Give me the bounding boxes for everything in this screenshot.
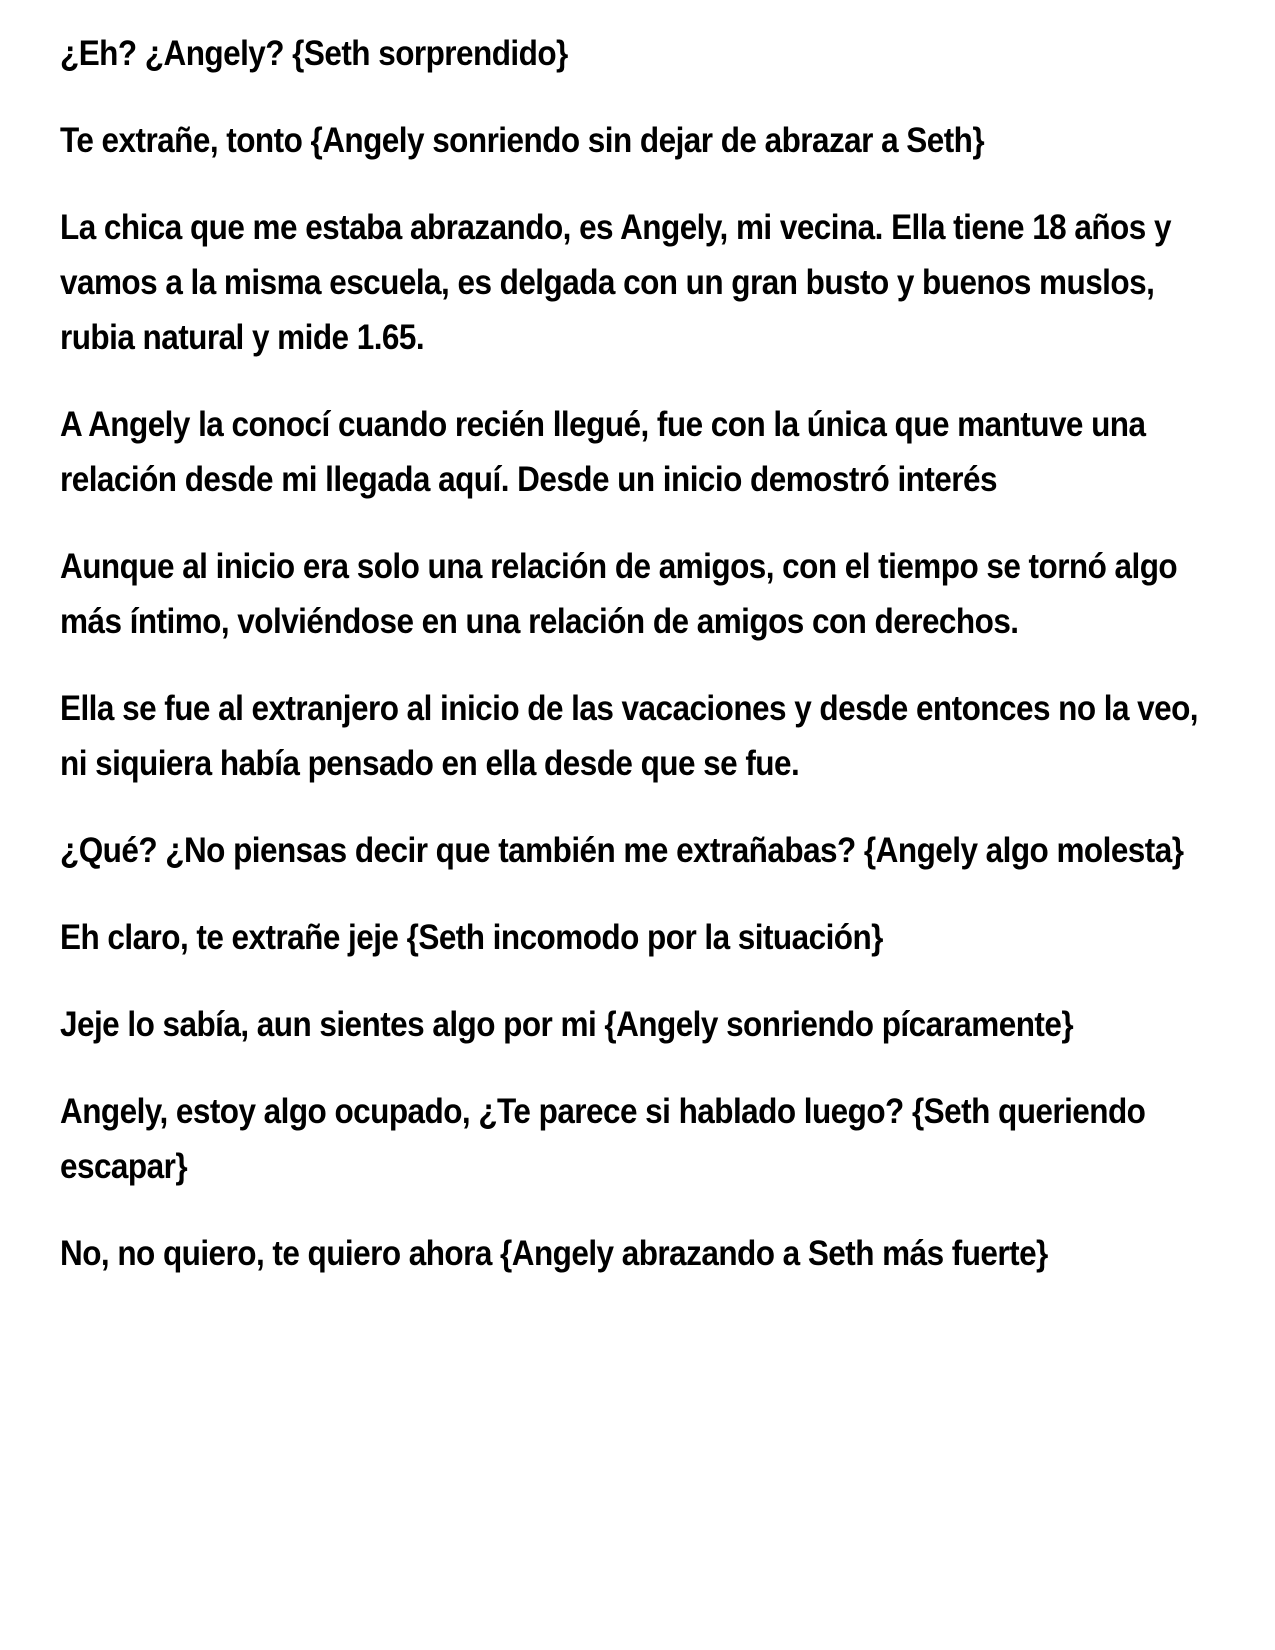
document-page: [60, 26, 1199, 1313]
paragraph-5: Aunque al inicio era solo una relación de amigos, con el tiempo se tornó algo más íntimo, volviéndose en una relación de amigos con derechos.: [60, 547, 1178, 641]
paragraph-9: Jeje lo sabía, aun sientes algo por mi {Angely sonriendo pícaramente}: [60, 1005, 1074, 1044]
paragraph-8: Eh claro, te extrañe jeje {Seth incomodo por la situación}: [60, 918, 883, 957]
paragraph-6: Ella se fue al extranjero al inicio de las vacaciones y desde entonces no la veo, ni siquiera había pensado en ella desde que se fue.: [60, 689, 1199, 783]
paragraph-7: ¿Qué? ¿No piensas decir que también me extrañabas? {Angely algo molesta}: [60, 831, 1184, 870]
paragraph-3: La chica que me estaba abrazando, es Angely, mi vecina. Ella tiene 18 años y vamos a la misma escuela, es delgada con un gran busto y buenos muslos, rubia natural y mide 1.65.: [60, 208, 1171, 357]
paragraph-1: ¿Eh? ¿Angely? {Seth sorprendido}: [60, 34, 568, 73]
paragraph-10: Angely, estoy algo ocupado, ¿Te parece si hablado luego? {Seth queriendo escapar}: [60, 1092, 1146, 1186]
paragraph-11: No, no quiero, te quiero ahora {Angely abrazando a Seth más fuerte}: [60, 1234, 1048, 1273]
paragraph-2: Te extrañe, tonto {Angely sonriendo sin dejar de abrazar a Seth}: [60, 121, 985, 160]
paragraph-4: A Angely la conocí cuando recién llegué, fue con la única que mantuve una relación desde mi llegada aquí. Desde un inicio demostró interés: [60, 405, 1146, 499]
